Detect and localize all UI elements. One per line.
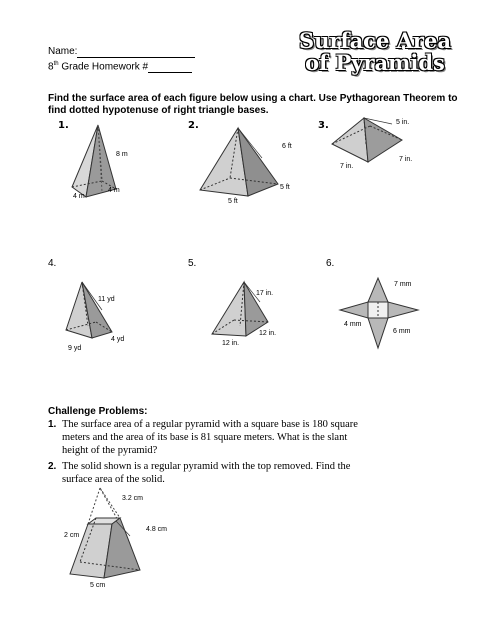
problem-5-label-base: 12 in. [222, 340, 240, 347]
problem-6-number: 6. [326, 258, 335, 269]
problem-1-label-slant: 8 m [116, 151, 128, 158]
challenge-heading: Challenge Problems: [48, 406, 148, 417]
problem-2-label-slant: 6 ft [282, 143, 292, 150]
grade-line [48, 58, 192, 73]
problem-4-label-slant: 11 yd [98, 296, 115, 303]
pyramid-figure-4 [66, 280, 136, 345]
instructions: Find the surface area of each figure below using a chart. Use Pythagorean Theorem to find dotted hypotenuse of right triangle bases. [48, 93, 458, 116]
problem-4-label-base: 9 yd [68, 345, 82, 352]
frustum-label-top: 3.2 cm [122, 495, 144, 502]
problem-1-label-base: 4 m [73, 193, 85, 200]
challenge-item-2-text: The solid shown is a regular pyramid with the top removed. Find the surface area of the solid. [62, 461, 351, 485]
problem-1-number: 1. [58, 120, 69, 131]
problem-6-label-base: 4 mm [344, 321, 362, 328]
homework-number-blank[interactable] [148, 62, 192, 73]
title-line-2: of Pyramids [305, 50, 445, 75]
problem-2-number: 2. [188, 120, 199, 131]
problem-1-label-side: 4 m [108, 187, 120, 194]
challenge-item-1 [48, 418, 368, 457]
name-label: Name: [48, 46, 78, 57]
problem-3-label-side: 7 in. [399, 156, 413, 163]
name-blank[interactable] [77, 47, 195, 58]
frustum-label-height: 2 cm [64, 532, 80, 539]
problem-5-label-side: 12 in. [259, 330, 277, 337]
grade-label: Grade Homework # [58, 61, 149, 73]
frustum-label-base: 5 cm [90, 582, 106, 589]
problem-4-number: 4. [48, 258, 57, 269]
problem-5-number: 5. [188, 258, 197, 269]
pyramid-net-figure-6 [340, 276, 420, 356]
pyramid-figure-2 [192, 128, 292, 203]
problem-3-label-base: 7 in. [340, 163, 354, 170]
problem-2-label-side: 5 ft [280, 184, 290, 191]
problem-3-label-height: 5 in. [396, 119, 410, 126]
problem-6-label-slant: 7 mm [394, 281, 412, 288]
problem-6-label-side: 6 mm [393, 328, 411, 335]
grade-sup: th [53, 61, 59, 67]
challenge-item-2 [48, 460, 368, 486]
problem-5-label-slant: 17 in. [256, 290, 274, 297]
challenge-item-1-number: 1. [48, 419, 57, 430]
title-line-1: Surface Area [299, 28, 451, 53]
grade-ordinal: 8 [48, 61, 54, 73]
challenge-item-2-number: 2. [48, 461, 57, 472]
problem-3-number: 3. [318, 120, 329, 131]
frustum-label-slant: 4.8 cm [146, 526, 168, 533]
problem-2-label-base: 5 ft [228, 198, 238, 205]
name-line [48, 46, 195, 58]
challenge-item-1-text: The surface area of a regular pyramid with a square base is 180 square meters and the area of its base is 81 square meters. What is the slant height of the pyramid? [62, 419, 358, 456]
problem-4-label-side: 4 yd [111, 336, 125, 343]
page-title [285, 30, 465, 74]
